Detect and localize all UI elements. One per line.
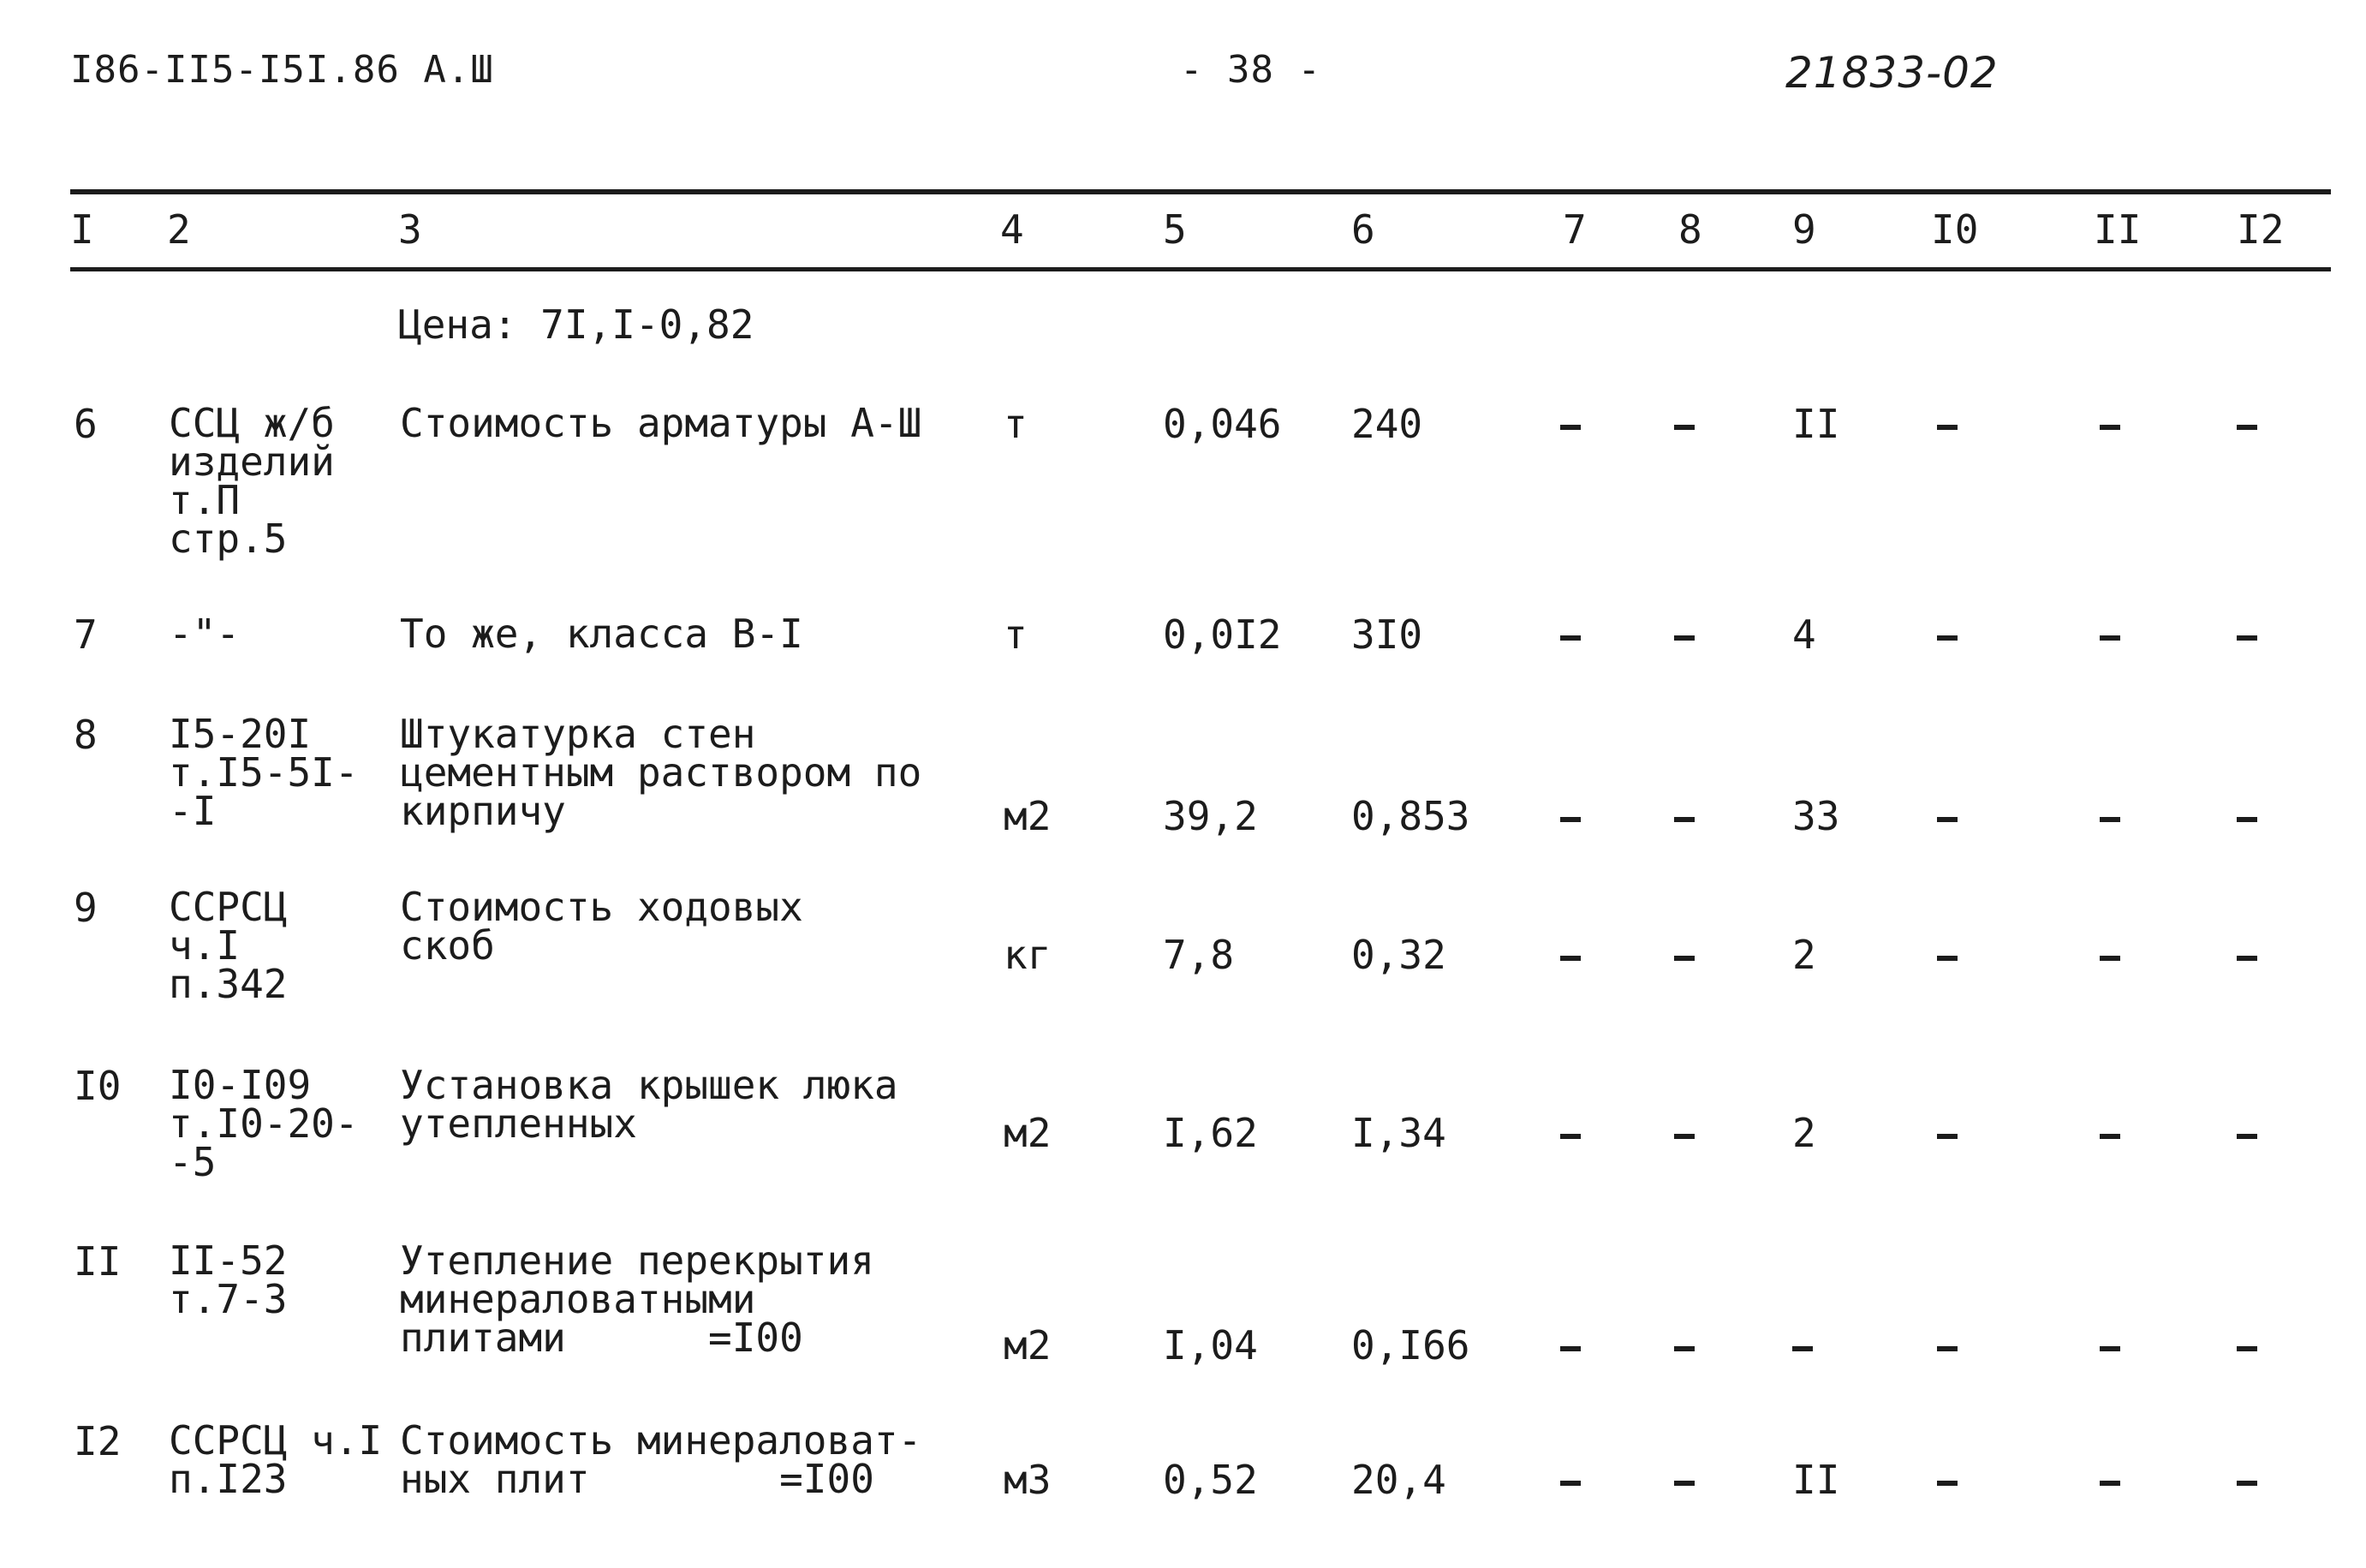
cell-c10-dash — [1937, 1346, 1958, 1351]
column-header-3: 3 — [398, 206, 422, 253]
cell-price: 0,32 — [1351, 932, 1446, 978]
cell-c10-dash — [1937, 1481, 1958, 1486]
column-header-4: 4 — [1000, 206, 1024, 253]
cell-price: 0,853 — [1351, 793, 1470, 839]
cell-name: Утепление перекрытия минераловатными плитами =I00 — [400, 1237, 874, 1361]
cell-c9: 33 — [1792, 793, 1840, 839]
cell-unit: т — [1004, 401, 1028, 447]
cell-no: 7 — [74, 611, 98, 658]
cell-price: 240 — [1351, 401, 1423, 447]
cell-no: 6 — [74, 401, 98, 447]
cell-c11-dash — [2100, 956, 2120, 961]
cell-c12-dash — [2237, 425, 2257, 430]
cell-c10-dash — [1937, 956, 1958, 961]
column-header-1: I — [70, 206, 94, 253]
cell-c7-dash — [1560, 956, 1581, 961]
cell-c8-dash — [1674, 635, 1695, 641]
cell-c8-dash — [1674, 1346, 1695, 1351]
cell-name: Стоимость арматуры А-Ш — [400, 400, 922, 446]
column-header-7: 7 — [1563, 206, 1587, 253]
cell-c7-dash — [1560, 425, 1581, 430]
cell-c11-dash — [2100, 1346, 2120, 1351]
cell-c8-dash — [1674, 1481, 1695, 1486]
cell-c8-dash — [1674, 817, 1695, 822]
page-number: - 38 - — [1180, 48, 1321, 92]
cell-price: 0,I66 — [1351, 1322, 1470, 1368]
cell-c10-dash — [1937, 1134, 1958, 1139]
column-header-12: I2 — [2237, 206, 2285, 253]
cell-qty: 0,046 — [1163, 401, 1282, 447]
cell-c9: II — [1792, 401, 1840, 447]
column-header-2: 2 — [167, 206, 191, 253]
cell-no: I2 — [74, 1418, 122, 1464]
cell-price: 20,4 — [1351, 1457, 1446, 1503]
cell-c9-dash — [1792, 1346, 1813, 1351]
cell-c12-dash — [2237, 1481, 2257, 1486]
cell-ref: I5-20I т.I5-5I- -I — [169, 711, 359, 834]
cell-unit: кг — [1004, 932, 1052, 978]
cell-c11-dash — [2100, 1481, 2120, 1486]
column-header-6: 6 — [1351, 206, 1375, 253]
cell-c10-dash — [1937, 817, 1958, 822]
cell-qty: I,04 — [1163, 1322, 1258, 1368]
cell-c9: II — [1792, 1457, 1840, 1503]
cell-ref: I0-I09 т.I0-20- -5 — [169, 1062, 359, 1185]
cell-c7-dash — [1560, 635, 1581, 641]
table-header-rule — [70, 267, 2331, 271]
column-header-5: 5 — [1163, 206, 1187, 253]
cell-c12-dash — [2237, 635, 2257, 641]
cell-c12-dash — [2237, 1134, 2257, 1139]
cell-name: Штукатурка стен цементным раствором по кирпичу — [400, 711, 922, 834]
cell-c7-dash — [1560, 1134, 1581, 1139]
cell-name: Стоимость минераловат- ных плит =I00 — [400, 1417, 922, 1502]
cell-no: II — [74, 1238, 122, 1285]
cell-unit: м2 — [1004, 1110, 1052, 1156]
cell-c9: 2 — [1792, 1110, 1816, 1156]
cell-unit: м3 — [1004, 1457, 1052, 1503]
cell-c7-dash — [1560, 1481, 1581, 1486]
cell-c11-dash — [2100, 635, 2120, 641]
cell-c11-dash — [2100, 817, 2120, 822]
cell-ref: ССРСЦ ч.I п.342 — [169, 884, 288, 1007]
column-header-11: II — [2094, 206, 2142, 253]
cell-c11-dash — [2100, 425, 2120, 430]
cell-unit: м2 — [1004, 793, 1052, 839]
cell-c7-dash — [1560, 1346, 1581, 1351]
cell-no: 8 — [74, 712, 98, 758]
cell-c10-dash — [1937, 635, 1958, 641]
cell-no: I0 — [74, 1063, 122, 1109]
cell-qty: 7,8 — [1163, 932, 1235, 978]
cell-ref: -"- — [169, 611, 241, 657]
cell-qty: 0,52 — [1163, 1457, 1258, 1503]
cell-c7-dash — [1560, 817, 1581, 822]
cell-ref: ССРСЦ ч.I п.I23 — [169, 1417, 383, 1502]
cell-c9: 4 — [1792, 611, 1816, 658]
cell-name: Стоимость ходовых скоб — [400, 884, 803, 969]
cell-price: 3I0 — [1351, 611, 1423, 658]
cell-c8-dash — [1674, 956, 1695, 961]
cell-c8-dash — [1674, 425, 1695, 430]
cell-qty: 0,0I2 — [1163, 611, 1282, 658]
column-header-10: I0 — [1931, 206, 1979, 253]
cell-c12-dash — [2237, 1346, 2257, 1351]
cell-c12-dash — [2237, 956, 2257, 961]
cell-c11-dash — [2100, 1134, 2120, 1139]
cell-no: 9 — [74, 885, 98, 931]
cell-ref: ССЦ ж/б изделий т.П стр.5 — [169, 400, 335, 562]
price-note: Цена: 7I,I-0,82 — [398, 301, 754, 348]
cell-name: То же, класса В-I — [400, 611, 803, 657]
cell-c8-dash — [1674, 1134, 1695, 1139]
cell-name: Установка крышек люка утепленных — [400, 1062, 898, 1147]
cell-qty: 39,2 — [1163, 793, 1258, 839]
cell-unit: м2 — [1004, 1322, 1052, 1368]
cell-ref: II-52 т.7-3 — [169, 1237, 288, 1322]
cell-price: I,34 — [1351, 1110, 1446, 1156]
document-number: 21833-02 — [1785, 48, 1999, 98]
cell-unit: т — [1004, 611, 1028, 658]
cell-c12-dash — [2237, 817, 2257, 822]
document-code: I86-II5-I5I.86 А.Ш — [70, 48, 494, 92]
column-header-9: 9 — [1792, 206, 1816, 253]
table-top-rule — [70, 189, 2331, 194]
cell-c10-dash — [1937, 425, 1958, 430]
cell-c9: 2 — [1792, 932, 1816, 978]
column-header-8: 8 — [1678, 206, 1702, 253]
cell-qty: I,62 — [1163, 1110, 1258, 1156]
